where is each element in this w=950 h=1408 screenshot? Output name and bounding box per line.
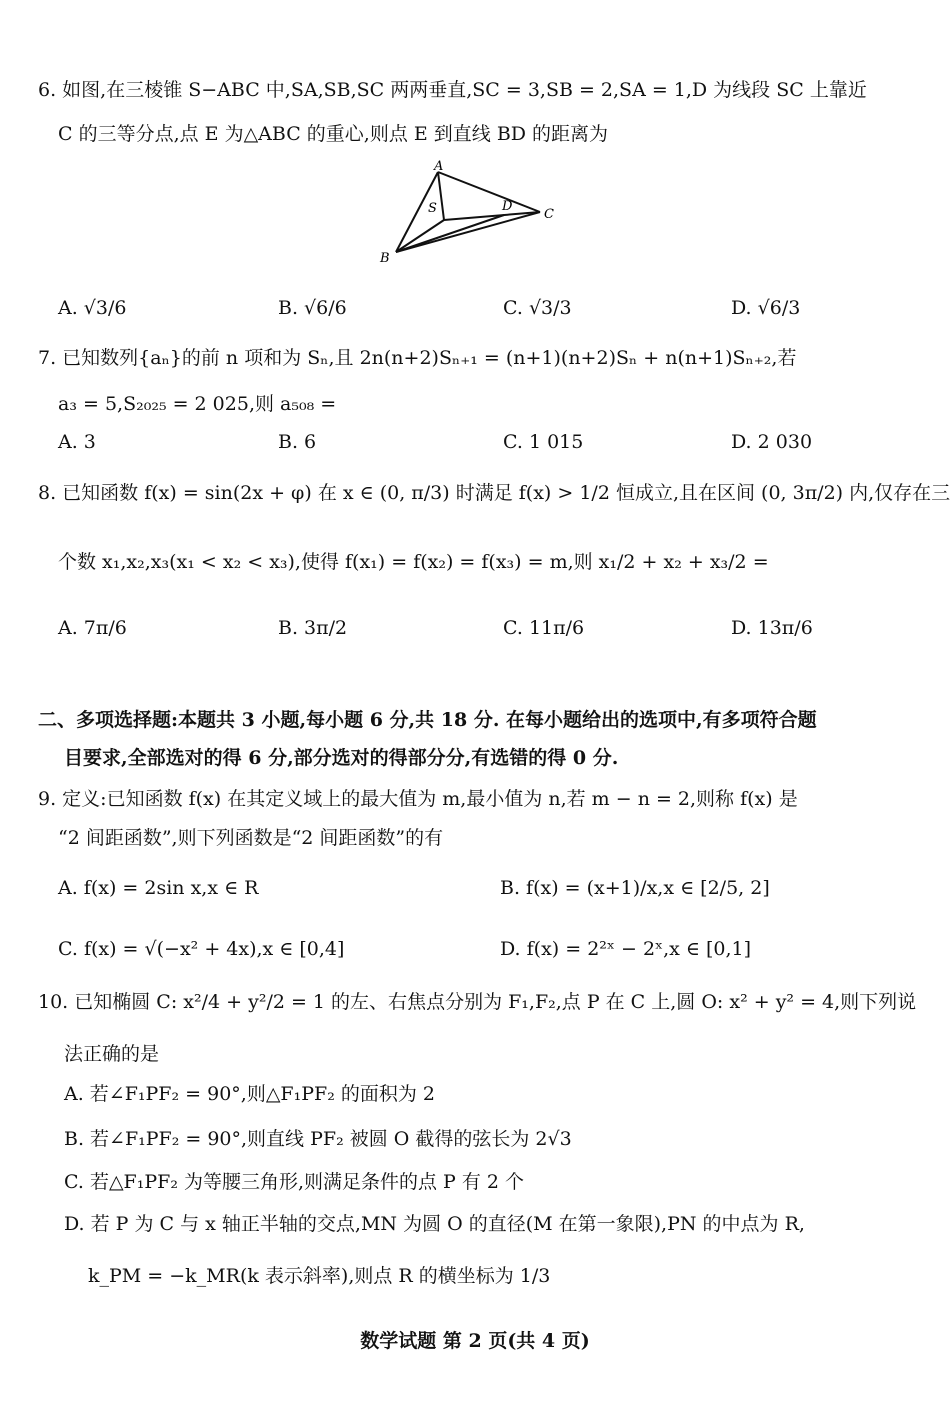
q6-line1: 6. 如图,在三棱锥 S−ABC 中,SA,SB,SC 两两垂直,SC = 3,SB = 2,SA = 1,D 为线段 SC 上靠近 — [38, 79, 867, 101]
section2-heading-line2: 目要求,全部选对的得 6 分,部分选对的得部分分,有选错的得 0 分. — [64, 747, 619, 769]
edge-as — [438, 172, 444, 220]
q10-option-a: A. 若∠F₁PF₂ = 90°,则△F₁PF₂ 的面积为 2 — [64, 1083, 435, 1105]
q10-option-b: B. 若∠F₁PF₂ = 90°,则直线 PF₂ 被圆 O 截得的弦长为 2√3 — [64, 1128, 572, 1150]
q7-option-b: B. 6 — [278, 431, 317, 453]
q10-line1: 10. 已知椭圆 C: x²/4 + y²/2 = 1 的左、右焦点分别为 F₁,F₂,点 P 在 C 上,圆 O: x² + y² = 4,则下列说 — [38, 991, 917, 1013]
q7-option-a: A. 3 — [58, 431, 96, 453]
q8-option-d: D. 13π/6 — [731, 617, 813, 639]
label-b: B — [380, 251, 390, 266]
edge-sb — [396, 220, 444, 252]
page-footer: 数学试题 第 2 页(共 4 页) — [360, 1330, 590, 1352]
q7-option-d: D. 2 030 — [731, 431, 813, 453]
q9-option-a: A. f(x) = 2sin x,x ∈ R — [58, 877, 259, 899]
label-s: S — [428, 201, 437, 216]
label-a: A — [434, 160, 444, 174]
q8-line2: 个数 x₁,x₂,x₃(x₁ < x₂ < x₃),使得 f(x₁) = f(x₂) = f(x₃) = m,则 x₁/2 + x₂ + x₃/2 = — [58, 551, 769, 573]
q9-option-d: D. f(x) = 2²ˣ − 2ˣ,x ∈ [0,1] — [500, 938, 752, 960]
q10-option-d-line2: k_PM = −k_MR(k 表示斜率),则点 R 的横坐标为 1/3 — [88, 1265, 551, 1287]
q9-option-c: C. f(x) = √(−x² + 4x),x ∈ [0,4] — [58, 938, 345, 960]
q10-line2: 法正确的是 — [64, 1043, 160, 1065]
q10-option-d-line1: D. 若 P 为 C 与 x 轴正半轴的交点,MN 为圆 O 的直径(M 在第一象限),PN 的中点为 R, — [64, 1213, 805, 1235]
q7-line1: 7. 已知数列{aₙ}的前 n 项和为 Sₙ,且 2n(n+2)Sₙ₊₁ = (n+1)(n+2)Sₙ + n(n+1)Sₙ₊₂,若 — [38, 347, 797, 369]
q9-line2: “2 间距函数”,则下列函数是“2 间距函数”的有 — [58, 827, 444, 849]
q10-option-c: C. 若△F₁PF₂ 为等腰三角形,则满足条件的点 P 有 2 个 — [64, 1171, 525, 1193]
q9-option-b: B. f(x) = (x+1)/x,x ∈ [2/5, 2] — [500, 877, 770, 899]
q8-option-a: A. 7π/6 — [58, 617, 127, 639]
q9-line1: 9. 定义:已知函数 f(x) 在其定义域上的最大值为 m,最小值为 n,若 m − n = 2,则称 f(x) 是 — [38, 788, 798, 810]
q6-option-d: D. √6/3 — [731, 297, 801, 319]
label-c: C — [544, 207, 554, 222]
q8-line1: 8. 已知函数 f(x) = sin(2x + φ) 在 x ∈ (0, π/3) 时满足 f(x) > 1/2 恒成立,且在区间 (0, 3π/2) 内,仅存在三 — [38, 482, 950, 504]
q6-option-a: A. √3/6 — [58, 297, 127, 319]
q7-line2: a₃ = 5,S₂₀₂₅ = 2 025,则 a₅₀₈ = — [58, 393, 337, 415]
q8-option-b: B. 3π/2 — [278, 617, 348, 639]
tetrahedron-figure — [372, 160, 572, 270]
q6-option-c: C. √3/3 — [503, 297, 572, 319]
q8-option-c: C. 11π/6 — [503, 617, 585, 639]
q6-line2: C 的三等分点,点 E 为△ABC 的重心,则点 E 到直线 BD 的距离为 — [58, 123, 609, 145]
q7-option-c: C. 1 015 — [503, 431, 584, 453]
section2-heading-line1: 二、多项选择题:本题共 3 小题,每小题 6 分,共 18 分. 在每小题给出的选项中,有多项符合题 — [38, 709, 817, 731]
q6-option-b: B. √6/6 — [278, 297, 347, 319]
label-d: D — [502, 199, 513, 214]
edge-ac — [438, 172, 540, 212]
